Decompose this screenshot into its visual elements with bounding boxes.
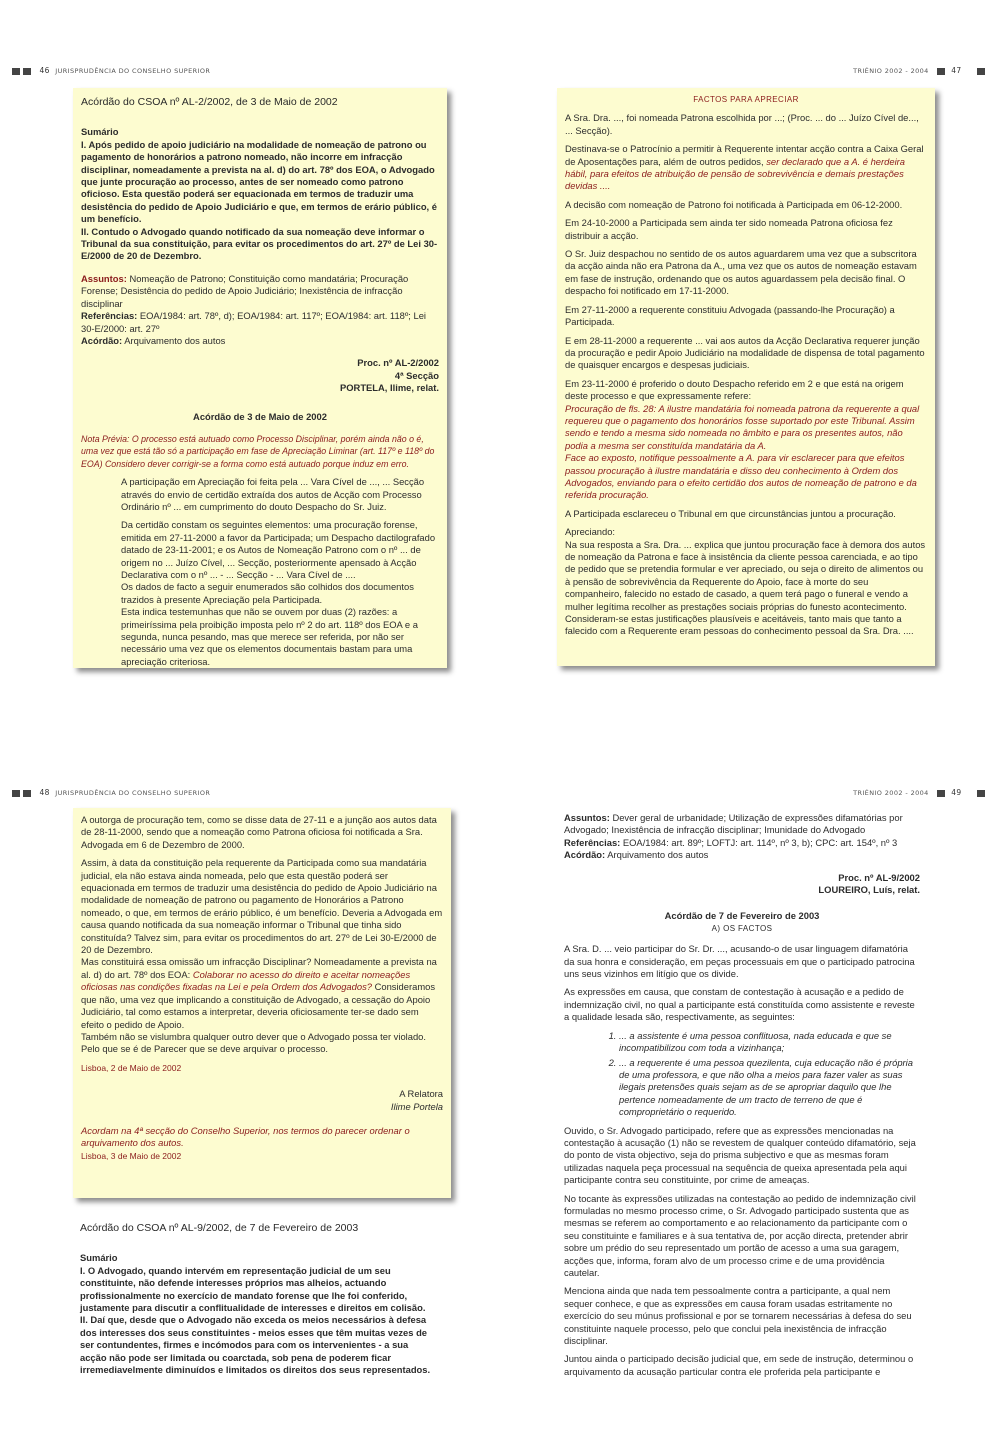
summary-label: Sumário: [80, 1252, 118, 1264]
rapporteur-name: Ilime Portela: [390, 1100, 443, 1112]
fact: A decisão com nomeação de Patrono foi notificada à Participada em 06-12-2000.: [565, 198, 903, 210]
date: Lisboa, 3 de Maio de 2002: [81, 1150, 182, 1161]
summary-label: Sumário: [81, 126, 119, 138]
quoted-order: Procuração de fls. 28: A ilustre mandatária foi nomeada patrona da requerente a qual requereu que o pagamento dos honorários fosse suportado por este Tribunal. Assim sendo e tendo a mesma sido nomeada no âmbito e para os presentes autos, não podia a mesma ser constituída mandatária da A.: [565, 402, 920, 451]
summary-point-2: II. Daí que, desde que o Advogado não exceda os meios necessários à defesa dos interesses dos seus constituintes - meios esses que têm muitas vezes de ser contundentes, firmes e incómodos para com os intervenientes - a sua acção não pode ser limitada ou coarctada, sob pena de poderem ficar irremediavelmente diminuídos e limitados os direitos dos seus representados.: [80, 1314, 431, 1376]
appraisal: Na sua resposta a Sra. Dra. ... explica que juntou procuração face à demora dos autos de nomeação da Patrona e face à insistência da cliente pessoa carenciada, e ao tipo de pedido que se pretendia formular e ver apreciado, ou seja o direito de alimentos ou à pensão de sobrevivência da Requerente do Apoio, face à morte do seu companheiro, falecido no estado de casado, a quem terá pago o funeral e vendo a mulher legítima recolher as prestações sociais próprias do funesto acontecimento.: [565, 538, 926, 612]
references: Referências: EOA/1984: art. 89º; LOFTJ: art. 114º, nº 3, b); CPC: art. 154º, nº 3: [564, 836, 898, 848]
page-48-summary: [80, 1222, 436, 1376]
paragraph: Os dados de facto a seguir enumerados são colhidos dos documentos trazidos à presente Apreciação pela Participada.: [121, 581, 414, 605]
process-number: Proc. nº AL-9/2002: [838, 871, 920, 883]
fact: Em 23-11-2000 é proferido o douto Despacho referido em 2 e que está na origem deste processo e que expressamente refere:: [565, 377, 904, 402]
header-page-46: [12, 66, 210, 75]
appraisal: Consideram-se estas justificações plausíveis e aceitáveis, tanto mais que tanto a falecido com a Requerente eram pessoas do conhecimento pessoal da Sra. Dra. ....: [565, 613, 914, 637]
decision-title: Acórdão do CSOA nº AL-2/2002, de 3 de Maio de 2002: [81, 96, 338, 108]
page-number: 47: [951, 66, 962, 75]
paragraph: Mas constituirá essa omissão um infracção Disciplinar? Nomeadamente a prevista na al. d) do art. 78º dos EOA: Colaborar no acesso do direito e aceitar nomeações oficiosas nas condições fixadas na Lei e pela Ordem dos Advogados? Consideramos que não, uma vez que implicando a constituição de Advogado, a cessação do Apoio Judiciário, tal como estamos a interpretar, deveria oficiosamente ter-se dado sem efeito o pedido de Apoio.: [81, 956, 437, 1030]
paragraph: Também não se vislumbra qualquer outro dever que o Advogado possa ter violado. Pelo que se é de Parecer que se deve arquivar o processo.: [81, 1030, 427, 1055]
paragraph: A Sra. D. ... veio participar do Sr. Dr. ..., acusando-o de usar linguagem difamatória da sua honra e consideração, em peças processuais em que o participado patrocina uns seus vizinhos em litígio que os divide.: [564, 943, 915, 980]
paragraph: A outorga de procuração tem, como se disse data de 27-11 e a junção aos autos data de 28-11-2000, sendo que a nomeação como Patrona oficiosa foi notificada a Sra. Advogada em 6 de Dezembro de 2000.: [81, 814, 437, 850]
subjects: Assuntos: Dever geral de urbanidade; Utilização de expressões difamatórias por Advogado; Inexistência de infracção disciplinar; Imunidade do Advogado: [564, 812, 903, 836]
quoted-order: Face ao exposto, notifique pessoalmente a A. para vir esclarecer para que efeitos passou procuração à ilustre mandatária e disso deu conhecimento à Ordem dos Advogados, enviando para o efeito certidão dos autos de nomeação de patrono e da referida procuração.: [565, 452, 917, 501]
page-number: 49: [951, 788, 962, 797]
paragraph: Menciona ainda que nada tem pessoalmente contra a participante, a qual nem sequer conhece, e que as expressões em causa foram usadas estritamente no exercício do seu múnus profissional e por se tornarem necessárias à defesa do seu constituinte naquele processo, pelo que conclui pela inexistência de infracção disciplinar.: [564, 1285, 912, 1347]
quoted-expressions: [564, 1030, 920, 1119]
facts-heading: A) OS FACTOS: [711, 923, 773, 933]
decision-title: Acórdão do CSOA nº AL-9/2002, de 7 de Fevereiro de 2003: [80, 1222, 359, 1234]
date: Lisboa, 2 de Maio de 2002: [81, 1062, 182, 1073]
summary-point-1: I. Após pedido de apoio judiciário na modalidade de nomeação de patrono ou pagamento de honorários a patrono nomeado, não incorre em infracção disciplinar, nomeadamente a prevista na al. d) do art. 78º dos EOA, o Advogado que junte procuração ao processo, antes de ser nomeado como patrono oficioso. Esta questão poderá ser equacionada em termos de traduzir uma desistência do pedido de Apoio Judiciário e que, em termos de erário público, é um benefício.: [81, 138, 437, 225]
rapporteur-title: A Relatora: [399, 1088, 443, 1100]
process-number: Proc. nº AL-2/2002: [357, 357, 439, 369]
section-heading: FACTOS PARA APRECIAR: [693, 95, 799, 104]
page-46-panel: [73, 88, 447, 668]
fact: Em 27-11-2000 a requerente constituiu Advogada (passando-lhe Procuração) a Participada.: [565, 303, 895, 328]
fact: O Sr. Juiz despachou no sentido de os autos aguardarem uma vez que a subscritora da acção ainda não era Patrona da A., uma vez que os autos de nomeação estavam em fase de instrução, ordenando que os autos aguardassem pela decisão final. O despacho foi notificado em 17-11-2000.: [565, 248, 917, 297]
header-page-49: [853, 788, 988, 797]
page-number: 46: [39, 66, 50, 75]
references: Referências: EOA/1984: art. 78º, d); EOA/1984: art. 117º; EOA/1984: art. 118º; Lei 30-E/2000: art. 27º: [81, 310, 427, 334]
paragraph: A participação em Apreciação foi feita pela ... Vara Cível de ..., ... Secção através do envio de certidão extraída dos autos de Acção com Processo Ordinário nº ... em cumprimento do douto Despacho do Sr. Juiz.: [121, 476, 425, 512]
paragraph: Ouvido, o Sr. Advogado participado, refere que as expressões mencionadas na contestação à acusação (1) não se revestem de qualquer conteúdo difamatório, seja do ponto de vista objectivo, seja do prisma subjectivo e que as mesmas foram utilizadas naquela peça processual na sequência de queixa apresentada pela aqui participante contra seu constituinte, por crime de ameaças.: [564, 1124, 916, 1186]
decision-date: Acórdão de 3 de Maio de 2002: [193, 410, 327, 422]
fact: Em 24-10-2000 a Participada sem ainda ter sido nomeada Patrona oficiosa fez distribuir a acção.: [565, 217, 893, 241]
fact: A Participada esclareceu o Tribunal em que circunstâncias juntou a procuração.: [565, 507, 896, 519]
quoted-expression: 1. ... a assistente é uma pessoa conflituosa, nada educada e que se incompatibilizou com toda a vizinhança;: [619, 1030, 920, 1055]
fact: Destinava-se o Patrocínio a permitir à Requerente intentar acção contra a Caixa Geral de Aposentações para, além de outros pedidos, ser declarado que a A. é herdeira hábil, para efeitos de atribuição de pensão de sobrevivência e demais prestações devidas ....: [565, 143, 924, 192]
running-head: JURISPRUDÊNCIA DO CONSELHO SUPERIOR: [55, 789, 211, 797]
decision: Acórdão: Arquivamento dos autos: [81, 334, 226, 346]
prior-note: Nota Prévia: O processo está autuado como Processo Disciplinar, porém ainda não o é, uma vez que está tão só a participação em fase de Apreciação Liminar (art. 117º e 118º do EOA) Considero dever corrigir-se a forma como está autuado porque induz em erro.: [81, 433, 435, 469]
header-page-48: [12, 788, 210, 797]
summary-point-2: II. Contudo o Advogado quando notificado da sua nomeação deve informar o Tribunal da sua constituição, para evitar os procedimentos do art. 27º de Lei 30-E/2000 de 20 de Dezembro.: [81, 225, 438, 262]
paragraph: Assim, à data da constituição pela requerente da Participada como sua mandatária judicial, ela não estava ainda nomeada, pelo que esta questão poderá ser equacionada em termos de traduzir uma desistência do pedido de Apoio Judiciário na modalidade de nomeação de patrono ou pagamento de Honorários a Patrono nomeado, o que, em termos de erário público, é um benefício. Deveria a Advogada em causa quando notificada da sua nomeação informar o Tribunal que tinha sido constituída? Talvez sim, para evitar os procedimentos do art. 27º de Lei 30-E/2000 de 20 de Dezembro.: [81, 857, 443, 956]
fact: E em 28-11-2000 a requerente ... vai aos autos da Acção Declarativa requerer junção da procuração e pedir Apoio Judiciário na modalidade de dispensa de total pagamento de quaisquer encargos e despesas judiciais.: [565, 334, 925, 371]
paragraph: Juntou ainda o participado decisão judicial que, em sede de instrução, determinou o arquivamento da acusação particular contra ele proferida pela participante e: [564, 1353, 914, 1377]
paragraph: Da certidão constam os seguintes elementos: uma procuração forense, emitida em 27-11-2000 a favor da Participada; um Despacho dactilografado datado de 23-11-2001; e os Autos de Nomeação Patrono com o nº ... de origem no ... Juízo Cível, ... Secção, posteriormente apensado à Acção Declarativa com o nº ... - ... Secção - ... Vara Cível de ....: [121, 519, 436, 580]
decision: Acórdão: Arquivamento dos autos: [564, 849, 709, 861]
decision-date: Acórdão de 7 de Fevereiro de 2003: [664, 910, 820, 922]
section: 4ª Secção: [394, 369, 439, 381]
quoted-expression: 2. ... a requerente é uma pessoa quezilenta, cuja educação não é própria de uma professora, e que não olha a meios para fazer valer as suas ilegais pretensões quais sejam as de se apropriar daquilo que lhe pertence nomeadamente de um tracto de terreno de que é comproprietário o requerido.: [619, 1057, 920, 1119]
header-page-47: [853, 66, 988, 75]
page-48-panel: [73, 808, 451, 1198]
paragraph: No tocante às expressões utilizadas na contestação ao pedido de indemnização civil formuladas no mesmo processo crime, o Sr. Advogado participado sustenta que as mesmas se referem ao comportamento e ao relacionamento da participante com o seu constituinte e familiares e à sua tentativa de, por acção directa, pretender abrir sobre um prédio do seu representado um portão de acesso a uma sua garagem, acções que, informa, foram alvo de um processo crime e de uma providência cautelar.: [564, 1192, 916, 1278]
running-head: TRIÉNIO 2002 - 2004: [853, 789, 929, 797]
subjects: Assuntos: Nomeação de Patrono; Constituição como mandatária; Procuração Forense; Desistência do pedido de Apoio Judiciário; Inexistência de infracção disciplinar: [81, 272, 409, 309]
page-49-text: [564, 812, 920, 1384]
page-number: 48: [39, 788, 50, 797]
ruling: Acordam na 4ª secção do Conselho Superior, nos termos do parecer ordenar o arquivamento dos autos.: [81, 1124, 410, 1149]
rapporteur: PORTELA, Ilime, relat.: [340, 382, 439, 394]
appraisal-label: Apreciando:: [565, 526, 616, 538]
summary-point-1: I. O Advogado, quando intervém em representação judicial de um seu constituinte, não defende interesses próprios mas alheios, actuando profissionalmente no exercício de mandato forense que lhe foi conferido, justamente para discutir a conflitualidade de interesses e direitos em colisão.: [80, 1264, 426, 1314]
fact: A Sra. Dra. ..., foi nomeada Patrona escolhida por ...; (Proc. ... do ... Juízo Cível de..., ... Secção).: [565, 112, 919, 136]
running-head: TRIÉNIO 2002 - 2004: [853, 67, 929, 75]
running-head: JURISPRUDÊNCIA DO CONSELHO SUPERIOR: [55, 67, 211, 75]
page-47-panel: [557, 88, 935, 666]
paragraph: Esta indica testemunhas que não se ouvem por duas (2) razões: a primeiríssima pela proibição imposta pelo nº 2 do art. 118º dos EOA e a segunda, nunca pesando, mas que merece ser referida, por não ser necessário uma vez que os elementos documentais bastam para uma apreciação criteriosa.: [121, 606, 418, 667]
paragraph: As expressões em causa, que constam de contestação à acusação e a pedido de indemnização civil, no qual a participante está constituída como assistente e reveste a qualidade lesada são, respectivamente, as seguintes:: [564, 986, 915, 1023]
rapporteur: LOUREIRO, Luís, relat.: [818, 884, 920, 896]
